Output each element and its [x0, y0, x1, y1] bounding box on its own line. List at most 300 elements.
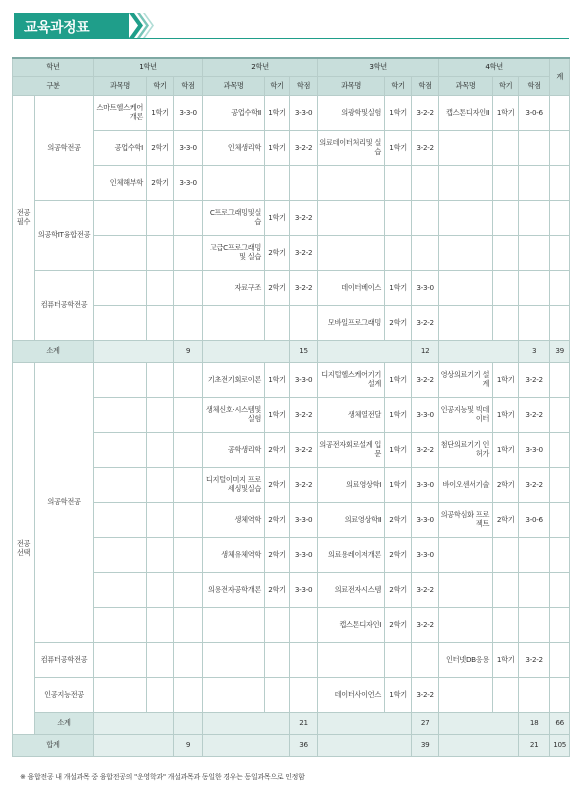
credit-cell: 3-3-0 [290, 363, 318, 398]
credit-cell [519, 678, 550, 713]
credit-cell: 3-3-0 [290, 538, 318, 573]
subject-cell: 고급C프로그래밍및 실습 [203, 236, 265, 271]
table-row [13, 271, 570, 306]
credit-cell: 3-3-0 [174, 96, 203, 131]
elective-subtotal-row-label: 소계 [35, 713, 94, 735]
credit-cell: 3-2-2 [290, 201, 318, 236]
subject-cell [94, 201, 147, 236]
table-row [13, 306, 570, 341]
credit-cell [519, 131, 550, 166]
credit-cell [174, 398, 203, 433]
subject-cell: 영상의료기기 설계 [439, 363, 493, 398]
subject-cell [94, 573, 147, 608]
credit-cell [519, 271, 550, 306]
elective-subtotal-y2: 21 [290, 713, 318, 735]
semester-cell [265, 306, 290, 341]
semester-cell: 1학기 [385, 398, 412, 433]
subject-cell: 바이오센서기술 [439, 468, 493, 503]
subject-cell: 공업수학Ⅱ [203, 96, 265, 131]
grand-total-row-y4: 21 [519, 735, 550, 757]
page-title: 교육과정표 [24, 20, 90, 36]
credit-cell [174, 306, 203, 341]
total-cell [550, 468, 570, 503]
semester-cell [493, 236, 519, 271]
credit-cell [174, 468, 203, 503]
track-ai: 인공지능전공 [35, 678, 94, 713]
table-row [13, 573, 570, 608]
sum-spacer [203, 713, 290, 735]
table-row [13, 131, 570, 166]
credit-cell [174, 271, 203, 306]
year-4-header: 4학년 [439, 58, 550, 77]
semester-cell: 1학기 [147, 96, 174, 131]
semester-cell: 2학기 [265, 236, 290, 271]
semester-cell: 2학기 [265, 503, 290, 538]
title-stripes-decoration [129, 13, 159, 38]
semester-cell: 1학기 [385, 96, 412, 131]
credit-cell: 3-3-0 [174, 131, 203, 166]
semester-cell [147, 306, 174, 341]
title-bar [14, 13, 129, 38]
semester-cell [147, 201, 174, 236]
grade-header: 학년 [13, 58, 94, 77]
subject-cell: 의료영상학Ⅱ [318, 503, 385, 538]
subject-cell [94, 643, 147, 678]
credit-cell: 3-2-2 [412, 678, 439, 713]
semester-cell: 1학기 [493, 643, 519, 678]
credit-cell: 3-2-2 [290, 468, 318, 503]
subject-cell: 자료구조 [203, 271, 265, 306]
credit-cell: 3-2-2 [412, 363, 439, 398]
semester-cell: 2학기 [147, 166, 174, 201]
subject-cell: 의료전자시스템 [318, 573, 385, 608]
credit-cell: 3-0-6 [519, 503, 550, 538]
sum-spacer [94, 341, 174, 363]
semester-cell [493, 131, 519, 166]
curriculum-table [12, 57, 570, 757]
title-underline [14, 38, 569, 39]
subject-cell: 의광학및실험 [318, 96, 385, 131]
sum-spacer [439, 735, 519, 757]
subject-cell [439, 271, 493, 306]
subject-cell: 모바일프로그래밍 [318, 306, 385, 341]
semester-col-header: 학기 [385, 77, 412, 96]
credit-cell: 3-2-2 [412, 433, 439, 468]
semester-cell [147, 538, 174, 573]
semester-cell [385, 166, 412, 201]
year-3-header: 3학년 [318, 58, 439, 77]
grand-total-row-y2: 36 [290, 735, 318, 757]
year-2-header: 2학년 [203, 58, 318, 77]
sum-spacer [439, 713, 519, 735]
subject-cell [94, 433, 147, 468]
year-1-header: 1학년 [94, 58, 203, 77]
credit-cell [290, 643, 318, 678]
credit-cell: 3-2-2 [519, 363, 550, 398]
credit-col-header: 학점 [290, 77, 318, 96]
semester-cell: 1학기 [493, 398, 519, 433]
credit-cell: 3-2-2 [290, 433, 318, 468]
credit-cell [174, 643, 203, 678]
subject-cell: 인공지능및 빅데이터 [439, 398, 493, 433]
subject-cell: 의공학심화 프로젝트 [439, 503, 493, 538]
total-cell [550, 608, 570, 643]
semester-cell: 2학기 [385, 538, 412, 573]
track-medical: 의공학전공 [35, 363, 94, 643]
credit-cell: 3-3-0 [174, 166, 203, 201]
total-cell [550, 503, 570, 538]
semester-cell: 1학기 [385, 363, 412, 398]
subject-cell [439, 678, 493, 713]
subject-cell [94, 608, 147, 643]
credit-cell: 3-2-2 [290, 236, 318, 271]
semester-col-header: 학기 [265, 77, 290, 96]
subject-cell [94, 363, 147, 398]
credit-cell: 3-2-2 [412, 306, 439, 341]
grand-total-row-total: 105 [550, 735, 570, 757]
table-row [13, 503, 570, 538]
semester-cell [147, 608, 174, 643]
semester-cell [147, 398, 174, 433]
semester-cell [147, 678, 174, 713]
table-row [13, 363, 570, 398]
total-cell [550, 678, 570, 713]
credit-cell: 3-3-0 [412, 468, 439, 503]
credit-cell: 3-2-2 [290, 271, 318, 306]
credit-cell [519, 236, 550, 271]
category-header: 구분 [13, 77, 94, 96]
group-major-required: 전공 필수 [13, 96, 35, 341]
semester-cell: 1학기 [385, 678, 412, 713]
semester-cell: 2학기 [385, 573, 412, 608]
elective-subtotal-row [13, 713, 570, 735]
subject-col-header: 과목명 [203, 77, 265, 96]
sum-spacer [318, 735, 412, 757]
credit-cell: 3-2-2 [519, 643, 550, 678]
subject-cell: 인체생리학 [203, 131, 265, 166]
elective-subtotal-y1 [174, 713, 203, 735]
semester-col-header: 학기 [147, 77, 174, 96]
credit-cell [290, 306, 318, 341]
credit-cell: 3-3-0 [519, 433, 550, 468]
semester-cell: 1학기 [385, 433, 412, 468]
semester-cell [493, 678, 519, 713]
subject-cell [439, 236, 493, 271]
semester-cell: 2학기 [385, 608, 412, 643]
total-cell [550, 538, 570, 573]
semester-cell [147, 503, 174, 538]
semester-cell [493, 608, 519, 643]
subject-cell [94, 398, 147, 433]
required-subtotal-row [13, 341, 570, 363]
credit-cell [412, 201, 439, 236]
semester-cell [147, 236, 174, 271]
subject-cell: 데이터베이스 [318, 271, 385, 306]
subject-col-header: 과목명 [94, 77, 147, 96]
credit-cell [412, 236, 439, 271]
subject-cell [439, 166, 493, 201]
credit-cell: 3-3-0 [412, 503, 439, 538]
semester-cell [385, 201, 412, 236]
semester-cell: 1학기 [385, 271, 412, 306]
credit-cell: 3-3-0 [412, 398, 439, 433]
semester-cell [265, 643, 290, 678]
subject-cell [94, 503, 147, 538]
subject-cell: 생체열전달 [318, 398, 385, 433]
subject-cell [439, 538, 493, 573]
semester-cell [493, 166, 519, 201]
subject-cell: 공업수학Ⅰ [94, 131, 147, 166]
total-cell [550, 398, 570, 433]
semester-cell [493, 271, 519, 306]
subject-cell [439, 201, 493, 236]
credit-cell [174, 538, 203, 573]
elective-subtotal-y3: 27 [412, 713, 439, 735]
semester-cell: 1학기 [493, 363, 519, 398]
semester-cell: 2학기 [265, 468, 290, 503]
credit-cell [519, 538, 550, 573]
semester-cell [385, 236, 412, 271]
credit-cell: 3-3-0 [412, 538, 439, 573]
semester-cell [147, 643, 174, 678]
semester-cell: 2학기 [493, 503, 519, 538]
sum-spacer [203, 735, 290, 757]
track-medical: 의공학전공 [35, 96, 94, 201]
subject-cell [94, 468, 147, 503]
total-cell [550, 166, 570, 201]
semester-cell [265, 166, 290, 201]
semester-cell: 1학기 [493, 433, 519, 468]
total-cell [550, 271, 570, 306]
required-subtotal-row-label: 소계 [13, 341, 94, 363]
subject-cell: 디지털헬스케어기기 설계 [318, 363, 385, 398]
table-row [13, 398, 570, 433]
semester-cell [385, 643, 412, 678]
semester-cell [493, 573, 519, 608]
table-row [13, 608, 570, 643]
subject-cell [203, 306, 265, 341]
subject-cell [94, 271, 147, 306]
total-cell [550, 236, 570, 271]
credit-cell: 3-2-2 [519, 398, 550, 433]
subject-cell: 디지털이미지 프로세싱및실습 [203, 468, 265, 503]
credit-col-header: 학점 [519, 77, 550, 96]
semester-cell [493, 201, 519, 236]
credit-cell: 3-0-6 [519, 96, 550, 131]
subject-cell [94, 678, 147, 713]
elective-subtotal-total: 66 [550, 713, 570, 735]
semester-cell: 2학기 [265, 433, 290, 468]
semester-cell: 1학기 [265, 96, 290, 131]
total-cell [550, 643, 570, 678]
semester-cell: 1학기 [385, 131, 412, 166]
sum-spacer [439, 341, 519, 363]
track-computer: 컴퓨터공학전공 [35, 271, 94, 341]
group-major-elective: 전공 선택 [13, 363, 35, 735]
credit-cell [519, 166, 550, 201]
total-cell [550, 131, 570, 166]
semester-cell: 2학기 [265, 538, 290, 573]
semester-cell: 2학기 [147, 131, 174, 166]
credit-cell: 3-2-2 [412, 131, 439, 166]
semester-cell: 1학기 [265, 398, 290, 433]
credit-cell: 3-2-2 [290, 398, 318, 433]
subject-cell: 의공전자회로설계 입문 [318, 433, 385, 468]
subject-cell [439, 573, 493, 608]
semester-col-header: 학기 [493, 77, 519, 96]
track-medical_it: 의공학IT융합전공 [35, 201, 94, 271]
subject-cell: 의료영상학Ⅰ [318, 468, 385, 503]
semester-cell [147, 433, 174, 468]
sum-spacer [94, 713, 174, 735]
subject-cell [318, 201, 385, 236]
semester-cell [493, 306, 519, 341]
semester-cell: 2학기 [385, 503, 412, 538]
credit-cell [290, 608, 318, 643]
table-row [13, 643, 570, 678]
credit-cell [519, 306, 550, 341]
sum-spacer [94, 735, 174, 757]
subject-cell [203, 678, 265, 713]
total-cell [550, 201, 570, 236]
credit-cell: 3-2-2 [412, 608, 439, 643]
subject-cell: 인터넷DB응용 [439, 643, 493, 678]
credit-cell: 3-3-0 [290, 96, 318, 131]
credit-cell [412, 166, 439, 201]
sum-spacer [203, 341, 290, 363]
subject-cell: 생체역학 [203, 503, 265, 538]
subject-cell: 스마트헬스케어 개론 [94, 96, 147, 131]
credit-cell [174, 608, 203, 643]
subject-cell [94, 538, 147, 573]
credit-col-header: 학점 [174, 77, 203, 96]
semester-cell [265, 608, 290, 643]
credit-cell: 3-2-2 [412, 573, 439, 608]
credit-cell: 3-2-2 [290, 131, 318, 166]
table-row [13, 96, 570, 131]
credit-cell [174, 573, 203, 608]
semester-cell [147, 271, 174, 306]
subject-cell [439, 131, 493, 166]
sum-spacer [318, 341, 412, 363]
semester-cell: 2학기 [265, 573, 290, 608]
subject-cell: 의용전자공학개론 [203, 573, 265, 608]
grand-total-row-y3: 39 [412, 735, 439, 757]
credit-cell [174, 201, 203, 236]
subject-cell: 캡스톤디자인Ⅱ [439, 96, 493, 131]
total-cell [550, 433, 570, 468]
total-cell [550, 363, 570, 398]
table-row [13, 201, 570, 236]
subject-col-header: 과목명 [439, 77, 493, 96]
required-subtotal-row-total: 39 [550, 341, 570, 363]
semester-cell [493, 538, 519, 573]
subject-cell [203, 643, 265, 678]
subject-col-header: 과목명 [318, 77, 385, 96]
subject-cell [94, 306, 147, 341]
credit-cell [519, 608, 550, 643]
subject-cell: 데이터사이언스 [318, 678, 385, 713]
credit-cell [290, 678, 318, 713]
table-row [13, 678, 570, 713]
sum-spacer [318, 713, 412, 735]
credit-cell [174, 236, 203, 271]
table-row [13, 433, 570, 468]
total-header: 계 [550, 58, 570, 96]
elective-subtotal-y4: 18 [519, 713, 550, 735]
subject-cell: 인체해부학 [94, 166, 147, 201]
semester-cell [265, 678, 290, 713]
table-row [13, 166, 570, 201]
grand-total-row [13, 735, 570, 757]
required-subtotal-row-y3: 12 [412, 341, 439, 363]
semester-cell: 1학기 [385, 468, 412, 503]
subject-cell: 공학생리학 [203, 433, 265, 468]
subject-cell [439, 306, 493, 341]
table-row [13, 538, 570, 573]
subject-cell: 첨단의료기기 인허가 [439, 433, 493, 468]
grand-total-row-y1: 9 [174, 735, 203, 757]
semester-cell [147, 468, 174, 503]
subject-cell: 기초전기회로이론 [203, 363, 265, 398]
semester-cell: 2학기 [385, 306, 412, 341]
subject-cell: C프로그래밍및실습 [203, 201, 265, 236]
subject-cell [203, 166, 265, 201]
semester-cell: 1학기 [265, 363, 290, 398]
subject-cell: 의료데이터처리및 실습 [318, 131, 385, 166]
credit-cell [412, 643, 439, 678]
semester-cell: 1학기 [493, 96, 519, 131]
semester-cell: 1학기 [265, 201, 290, 236]
credit-cell [174, 363, 203, 398]
footnote: ※ 융합전공 내 개설과목 중 융합전공의 "운영학과" 개설과목과 동일한 경우는 동일과목으로 인정함 [20, 773, 305, 781]
subject-cell [439, 608, 493, 643]
semester-cell: 1학기 [265, 131, 290, 166]
subject-cell [94, 236, 147, 271]
credit-cell [519, 201, 550, 236]
subject-cell: 생체신호·시스템및 실험 [203, 398, 265, 433]
credit-cell [174, 433, 203, 468]
credit-cell: 3-2-2 [519, 468, 550, 503]
subject-cell [203, 608, 265, 643]
subject-cell [318, 643, 385, 678]
total-cell [550, 573, 570, 608]
credit-cell [519, 573, 550, 608]
required-subtotal-row-y4: 3 [519, 341, 550, 363]
semester-cell [147, 363, 174, 398]
credit-cell [174, 678, 203, 713]
credit-col-header: 학점 [412, 77, 439, 96]
subject-cell [318, 236, 385, 271]
subject-cell: 생체유체역학 [203, 538, 265, 573]
credit-cell [174, 503, 203, 538]
required-subtotal-row-y2: 15 [290, 341, 318, 363]
subject-cell [318, 166, 385, 201]
credit-cell: 3-2-2 [412, 96, 439, 131]
grand-total-row-label: 합계 [13, 735, 94, 757]
total-cell [550, 96, 570, 131]
semester-cell [147, 573, 174, 608]
subject-cell: 의료용레이저개론 [318, 538, 385, 573]
semester-cell: 2학기 [493, 468, 519, 503]
credit-cell: 3-3-0 [290, 573, 318, 608]
total-cell [550, 306, 570, 341]
required-subtotal-row-y1: 9 [174, 341, 203, 363]
table-row [13, 236, 570, 271]
credit-cell: 3-3-0 [412, 271, 439, 306]
track-computer: 컴퓨터공학전공 [35, 643, 94, 678]
subject-cell: 캡스톤디자인Ⅰ [318, 608, 385, 643]
